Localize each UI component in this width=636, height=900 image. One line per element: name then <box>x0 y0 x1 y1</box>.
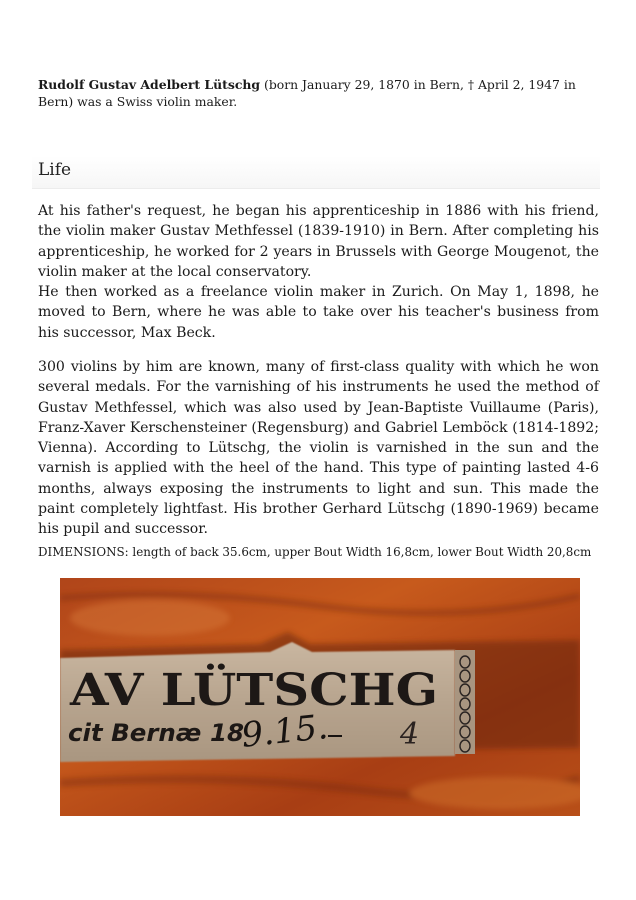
label-maker-name: AV LÜTSCHG <box>70 665 396 716</box>
life-paragraph-2 <box>38 357 599 540</box>
section-title: Life <box>38 160 72 180</box>
subject-name: Rudolf Gustav Adelbert Lütschg <box>38 77 261 92</box>
intro-text: (born January 29, 1870 in Bern, † April 2, 1947 in Bern) was a Swiss violin maker. <box>38 77 576 109</box>
life-paragraph-1 <box>38 201 599 343</box>
intro-paragraph <box>38 76 598 110</box>
violin-label-photo <box>60 578 580 816</box>
zurich-bern-text: He then worked as a freelance violin maker in Zurich. On May 1, 1898, he moved to Bern, where he was able to take over his teacher's business from his successor, Max Beck. <box>38 284 599 341</box>
varnish-text: 300 violins by him are known, many of first-class quality with which he won several medals. For the varnishing of his instruments he used the method of Gustav Methfessel, which was also used by Jean-Baptiste Vuillaume (Paris), Franz-Xaver Kerschensteiner (Regensburg) and Gabriel Lemböck (1814-1892; Vienna). According to Lütschg, the violin is varnished in the sun and the varnish is applied with the heel of the hand. This type of painting lasted 4-6 months, always exposing the instruments to light and sun. This made the paint completely lightfast. His brother Gerhard Lütschg (1890-1969) became his pupil and successor. <box>38 359 599 538</box>
dimensions-line: DIMENSIONS: length of back 35.6cm, upper Bout Width 16,8cm, lower Bout Width 20,8cm <box>38 545 592 559</box>
label-place-year: cit Bernæ 18 <box>68 719 244 747</box>
violin-label <box>60 642 475 762</box>
label-handwritten-year: 9.15. <box>239 707 330 756</box>
section-heading-life <box>32 156 600 189</box>
apprenticeship-text: At his father's request, he began his apprenticeship in 1886 with his friend, the violin maker Gustav Methfessel (1839-1910) in Bern. After completing his apprenticeship, he worked for 2 years in Brussels with George Mougenot, the violin maker at the local conservatory. <box>38 203 599 280</box>
label-instrument-number: 4 <box>400 717 420 752</box>
